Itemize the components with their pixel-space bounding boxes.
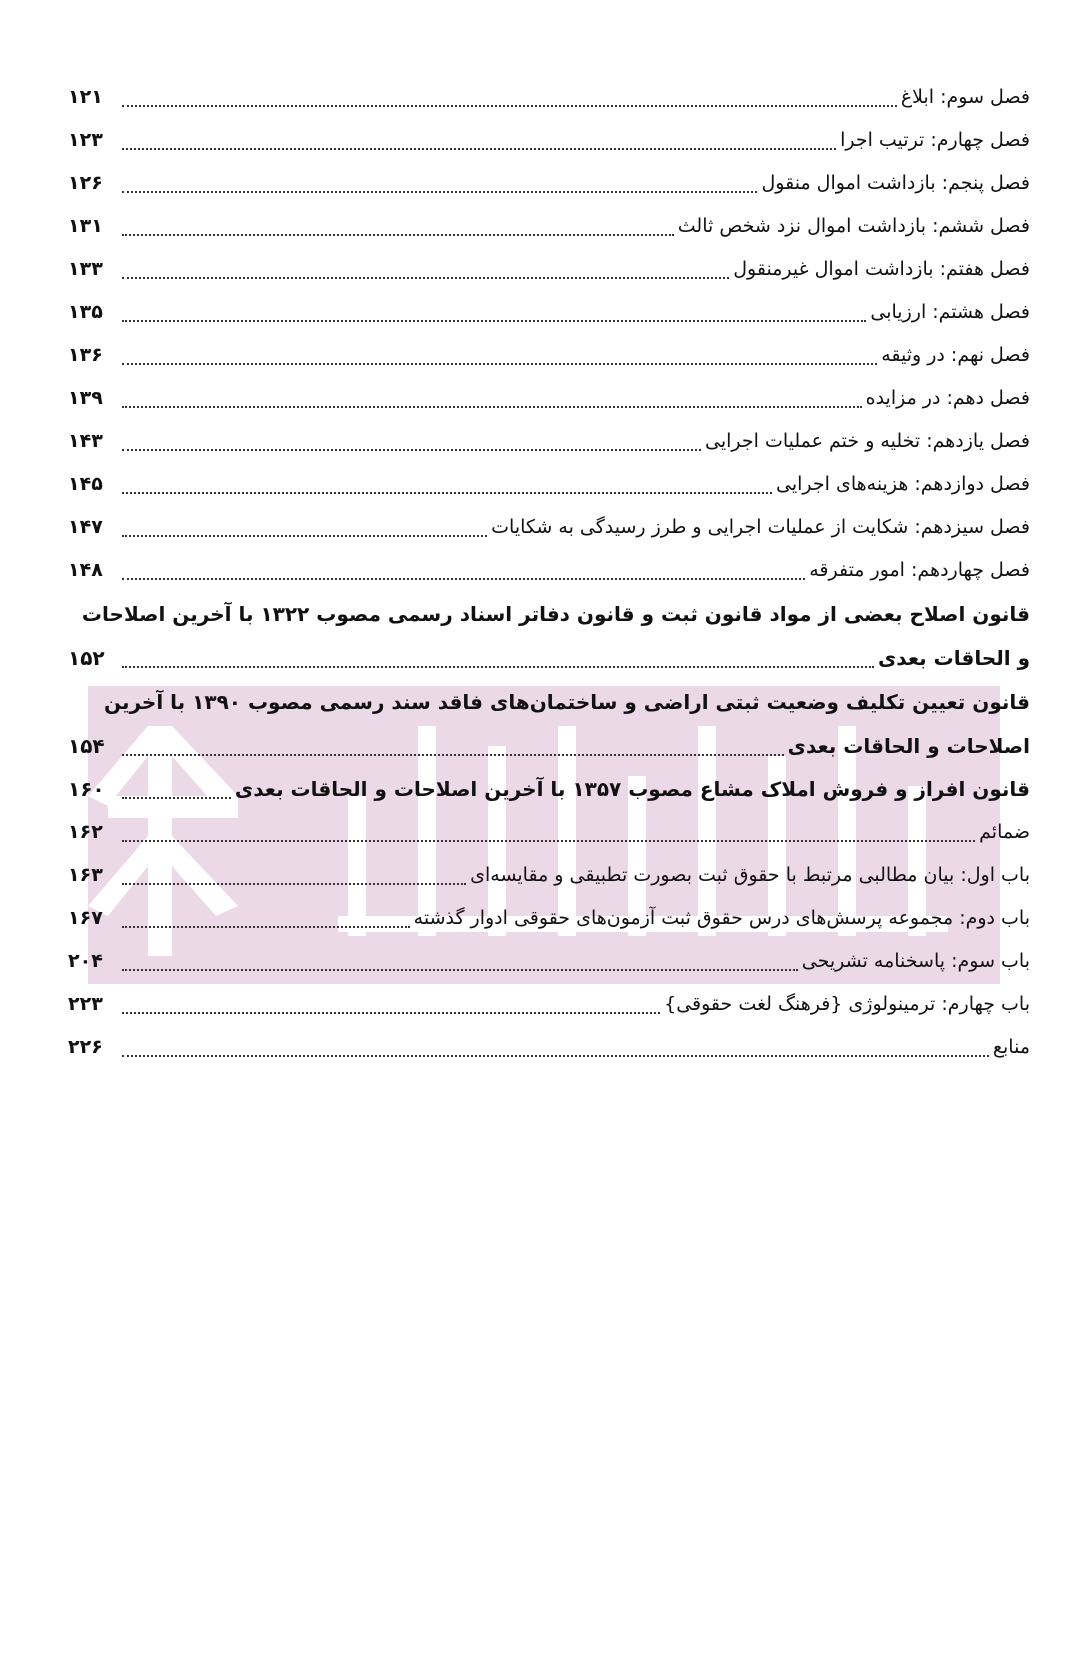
toc-entry[interactable] [68,420,1030,463]
toc-entry[interactable] [68,291,1030,334]
toc-entry-title: فصل چهارم: ترتیب اجرا [840,129,1030,151]
leader-dots [122,968,798,971]
leader-dots [122,534,487,537]
leader-dots [122,1011,660,1014]
toc-entry[interactable] [68,377,1030,420]
toc-entry[interactable] [68,205,1030,248]
table-of-contents [68,76,1030,1069]
toc-entry-page: ۱۳۳ [68,258,103,280]
leader-dots [122,405,862,408]
toc-entry-page: ۱۲۶ [68,172,103,194]
leader-dots [122,577,805,580]
law-heading-line[interactable]: قانون اصلاح بعضی از مواد قانون ثبت و قانون دفاتر اسناد رسمی مصوب ۱۳۲۲ با آخرین اصلاحات [81,602,1030,626]
toc-entry-title: ضمائم [979,821,1030,843]
leader-dots [122,753,784,756]
toc-entry[interactable] [68,983,1030,1026]
toc-entry[interactable] [68,506,1030,549]
leader-dots [122,1054,989,1057]
leader-dots [122,665,874,668]
toc-entry-title: فصل یازدهم: تخلیه و ختم عملیات اجرایی [705,430,1030,452]
toc-entry-title: و الحاقات بعدی [877,646,1030,670]
leader-dots [122,882,466,885]
toc-entry[interactable] [68,119,1030,162]
toc-entry-title: فصل دهم: در مزایده [865,387,1030,409]
toc-entry-page: ۱۴۳ [68,430,103,452]
toc-entry-title: فصل سوم: ابلاغ [900,86,1030,108]
leader-dots [122,319,866,322]
toc-entry-title: فصل چهاردهم: امور متفرقه [809,559,1030,581]
toc-entry[interactable] [68,1026,1030,1069]
toc-entry[interactable] [68,162,1030,205]
toc-entry-title: باب دوم: مجموعه پرسش‌های درس حقوق ثبت آزمون‌های حقوقی ادوار گذشته [413,907,1030,929]
toc-entry-title: منابع [992,1036,1030,1058]
toc-entry-title: فصل هفتم: بازداشت اموال غیرمنقول [733,258,1030,280]
toc-entry-title: فصل دوازدهم: هزینه‌های اجرایی [776,473,1030,495]
toc-entry-title: فصل سیزدهم: شکایت از عملیات اجرایی و طرز رسیدگی به شکایات [491,516,1030,538]
leader-dots [122,925,410,928]
toc-entry[interactable] [68,768,1030,811]
toc-entry-page: ۱۴۵ [68,473,103,495]
toc-entry-page: ۱۲۳ [68,129,103,151]
toc-entry-page: ۱۲۱ [68,86,103,108]
toc-entry[interactable] [68,811,1030,854]
leader-dots [122,362,877,365]
toc-entry[interactable] [68,76,1030,119]
toc-entry[interactable] [68,897,1030,940]
toc-entry-page: ۱۳۵ [68,301,103,323]
toc-entry-title: قانون افراز و فروش املاک مشاع مصوب ۱۳۵۷ با آخرین اصلاحات و الحاقات بعدی [234,777,1030,801]
toc-entry-page: ۱۴۷ [68,516,103,538]
toc-entry-title: اصلاحات و الحاقات بعدی [787,734,1030,758]
leader-dots [122,104,897,107]
toc-entry-title: فصل نهم: در وثیقه [881,344,1030,366]
toc-entry[interactable] [68,248,1030,291]
toc-entry-title: باب چهارم: ترمینولوژی {فرهنگ لغت حقوقی} [664,993,1030,1015]
leader-dots [122,448,701,451]
toc-entry[interactable] [68,725,1030,768]
leader-dots [122,276,729,279]
toc-entry[interactable] [68,549,1030,592]
law-heading-line[interactable]: قانون تعیین تکلیف وضعیت ثبتی اراضی و ساختمان‌های فاقد سند رسمی مصوب ۱۳۹۰ با آخرین [103,690,1030,714]
toc-entry-title: باب اول: بیان مطالبی مرتبط با حقوق ثبت بصورت تطبیقی و مقایسه‌ای [470,864,1030,886]
toc-entry-page: ۲۲۶ [68,1036,103,1058]
toc-entry-page: ۱۵۲ [68,646,105,670]
toc-entry-page: ۱۴۸ [68,559,103,581]
toc-entry-page: ۱۶۲ [68,821,103,843]
leader-dots [122,796,231,799]
toc-entry[interactable] [68,334,1030,377]
toc-entry-page: ۱۶۳ [68,864,103,886]
toc-entry[interactable] [68,463,1030,506]
toc-entry-page: ۱۳۹ [68,387,103,409]
toc-entry[interactable] [68,854,1030,897]
toc-entry-page: ۱۶۷ [68,907,103,929]
toc-entry[interactable] [68,940,1030,983]
leader-dots [122,233,674,236]
toc-entry-page: ۱۳۱ [68,215,103,237]
leader-dots [122,491,772,494]
toc-entry-title: فصل هشتم: ارزیابی [870,301,1030,323]
toc-entry-page: ۲۰۴ [68,950,103,972]
toc-entry-page: ۱۵۴ [68,734,105,758]
toc-entry-title: باب سوم: پاسخنامه تشریحی [801,950,1030,972]
toc-entry-title: فصل پنجم: بازداشت اموال منقول [761,172,1030,194]
toc-entry-page: ۱۳۶ [68,344,103,366]
toc-entry-title: فصل ششم: بازداشت اموال نزد شخص ثالث [677,215,1030,237]
toc-entry-page: ۱۶۰ [68,777,105,801]
leader-dots [122,839,975,842]
leader-dots [122,190,757,193]
toc-entry-page: ۲۲۳ [68,993,103,1015]
leader-dots [122,147,836,150]
toc-entry[interactable] [68,637,1030,680]
